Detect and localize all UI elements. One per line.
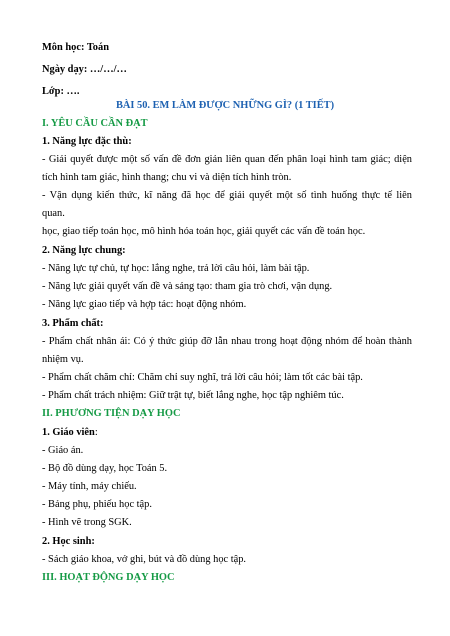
teacher-heading-label: 1. Giáo viên: [42, 427, 95, 438]
text-line: - Năng lực giải quyết vấn đề và sáng tạo: tham gia trò chơi, vận dụng.: [42, 281, 333, 292]
section-2-heading: II. PHƯƠNG TIỆN DẠY HỌC: [42, 408, 181, 419]
text-line: - Năng lực giao tiếp và hợp tác: hoạt động nhóm.: [42, 299, 247, 310]
text-line: quan.: [42, 208, 65, 219]
list-item: - Giáo án.: [42, 445, 84, 456]
text-line: tích hình tam giác, hình thang; chu vi và diện tích hình tròn.: [42, 172, 292, 183]
list-item: - Máy tính, máy chiếu.: [42, 481, 137, 492]
list-item: - Hình vẽ trong SGK.: [42, 517, 132, 528]
teacher-heading: [42, 426, 412, 439]
list-item: - Bộ đồ dùng dạy, học Toán 5.: [42, 463, 168, 474]
text-line: - Năng lực tự chủ, tự học: lắng nghe, trả lời câu hỏi, làm bài tập.: [42, 263, 310, 274]
teacher-heading-colon: :: [94, 427, 98, 438]
text-line: nhiệm vụ.: [42, 354, 84, 365]
specific-competency-heading: 1. Năng lực đặc thù:: [42, 136, 132, 147]
text-line: - Vận dụng kiến thức, kĩ năng đã học để giải quyết một số tình huống thực tế liên: [42, 190, 412, 201]
class-line: Lớp: ….: [42, 86, 80, 97]
date-line: Ngày dạy: …/…/…: [42, 64, 127, 75]
text-line: - Phẩm chất nhân ái: Có ý thức giúp đỡ lẫn nhau trong hoạt động nhóm để hoàn thành: [42, 336, 412, 347]
subject-line: Môn học: Toán: [42, 42, 109, 53]
qualities-heading: 3. Phẩm chất:: [42, 318, 104, 329]
text-line: - Phẩm chất trách nhiệm: Giữ trật tự, biết lắng nghe, học tập nghiêm túc.: [42, 390, 344, 401]
student-heading: 2. Học sinh:: [42, 536, 95, 547]
section-1-heading: I. YÊU CẦU CẦN ĐẠT: [42, 118, 148, 129]
list-item: - Sách giáo khoa, vở ghi, bút và đồ dùng học tập.: [42, 554, 247, 565]
list-item: - Bảng phụ, phiếu học tập.: [42, 499, 152, 510]
text-line: - Phẩm chất chăm chỉ: Chăm chỉ suy nghĩ, trả lời câu hỏi; làm tốt các bài tập.: [42, 372, 363, 383]
general-competency-heading: 2. Năng lực chung:: [42, 245, 126, 256]
section-3-heading: III. HOẠT ĐỘNG DẠY HỌC: [42, 572, 175, 583]
lesson-title: BÀI 50. EM LÀM ĐƯỢC NHỮNG GÌ? (1 TIẾT): [115, 100, 335, 111]
text-line: - Giải quyết được một số vấn đề đơn giản liên quan đến phân loại hình tam giác; diện: [42, 154, 412, 165]
text-line: học, giao tiếp toán học, mô hình hóa toán học, giải quyết các vấn đề toán học.: [42, 226, 366, 237]
